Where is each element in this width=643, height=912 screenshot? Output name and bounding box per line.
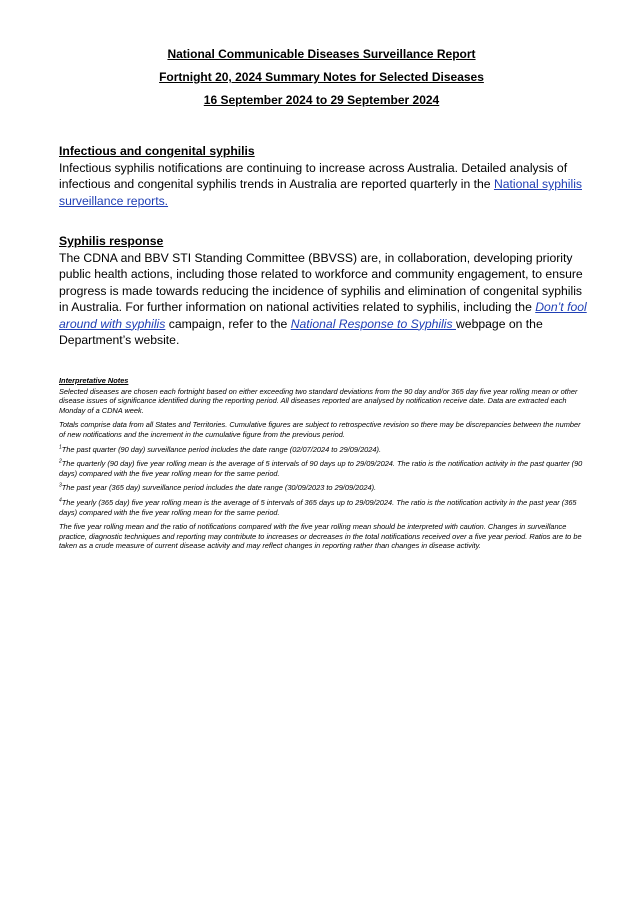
response-text-part3: webpage on the Department’s website. xyxy=(59,316,543,347)
footnote-2-mark: 2 xyxy=(59,458,62,465)
notes-paragraph-selection: Selected diseases are chosen each fortnight based on either exceeding two standard deviations from the 90 day and/or 365 day five year rolling mean or other disease issues of significance identified during the reporting period. All diseases reported are analysed by notification receive date. Data are extracted each Monday of a CDNA week. xyxy=(59,386,578,415)
footnote-1-mark: 1 xyxy=(59,444,62,451)
response-section xyxy=(59,233,587,349)
response-section-heading: Syphilis response xyxy=(59,234,164,248)
notes-heading: Interpretative Notes xyxy=(59,376,129,385)
footnote-2 xyxy=(59,459,587,478)
footnote-2-text: The quarterly (90 day) five year rolling mean is the average of 5 intervals of 90 days up to 29/09/2024. The ratio is the notification activity in the past quarter (90 days) compared with the five year rolling mean for the same period. xyxy=(59,459,583,478)
syphilis-section-text: Infectious syphilis notifications are continuing to increase across Australia. Detailed analysis of infectious and congenital syphilis trends in Australia are reported quarterly in the xyxy=(59,160,568,191)
footnote-1-text: The past quarter (90 day) surveillance period includes the date range (02/07/2024 to 29/09/2024). xyxy=(61,444,382,454)
report-title: National Communicable Diseases Surveillance Report xyxy=(167,47,476,61)
response-section-body xyxy=(59,250,587,349)
syphilis-section-body xyxy=(59,160,587,210)
footnote-4-mark: 4 xyxy=(59,497,62,504)
interpretative-notes xyxy=(59,376,587,556)
national-response-syphilis-link[interactable]: National Response to Syphilis xyxy=(290,316,456,331)
syphilis-section-heading: Infectious and congenital syphilis xyxy=(59,144,255,158)
footnote-4 xyxy=(59,498,587,517)
syphilis-section xyxy=(59,143,587,209)
footnote-4-text: The yearly (365 day) five year rolling mean is the average of 5 intervals of 365 days up to 29/09/2024. The ratio is the notification activity in the past year (365 days) compared with the five year rolling mean for the same period. xyxy=(59,497,577,517)
footnote-3-text: The past year (365 day) surveillance period includes the date range (30/09/2023 to 29/09/2024). xyxy=(61,483,377,493)
report-subtitle: Fortnight 20, 2024 Summary Notes for Selected Diseases xyxy=(159,70,484,84)
report-header xyxy=(0,47,643,116)
national-syphilis-reports-link[interactable]: National syphilis surveillance reports. xyxy=(59,177,582,208)
footnote-3 xyxy=(59,483,587,493)
footnote-1 xyxy=(59,445,587,455)
footnote-3-mark: 3 xyxy=(59,482,62,489)
response-text-part2: campaign, refer to the xyxy=(165,316,291,331)
report-date-range: 16 September 2024 to 29 September 2024 xyxy=(203,93,440,107)
response-text-part1: The CDNA and BBV STI Standing Committee (BBVSS) are, in collaboration, developing priority public health actions, including those related to workforce and community engagement, to ensure progress is made towards reducing the incidence of syphilis and elimination of congenital syphilis in Australia. For further information on national activities related to syphilis, including the xyxy=(59,250,583,314)
notes-paragraph-caution: The five year rolling mean and the ratio of notifications compared with the five year rolling mean should be interpreted with caution. Changes in surveillance practice, diagnostic techniques and reporting may contribute to increases or decreases in the total notifications received over a five year period. Ratios are to be taken as a crude measure of current disease activity and may reflect changes in reporting rather than changes in disease activity. xyxy=(59,522,582,551)
dont-fool-around-campaign-link[interactable]: Don’t fool around with syphilis xyxy=(59,300,587,331)
notes-paragraph-totals: Totals comprise data from all States and Territories. Cumulative figures are subject to retrospective revision so there may be discrepancies between the number of new notifications and the increment in the cumulative figure from the previous period. xyxy=(59,420,581,439)
